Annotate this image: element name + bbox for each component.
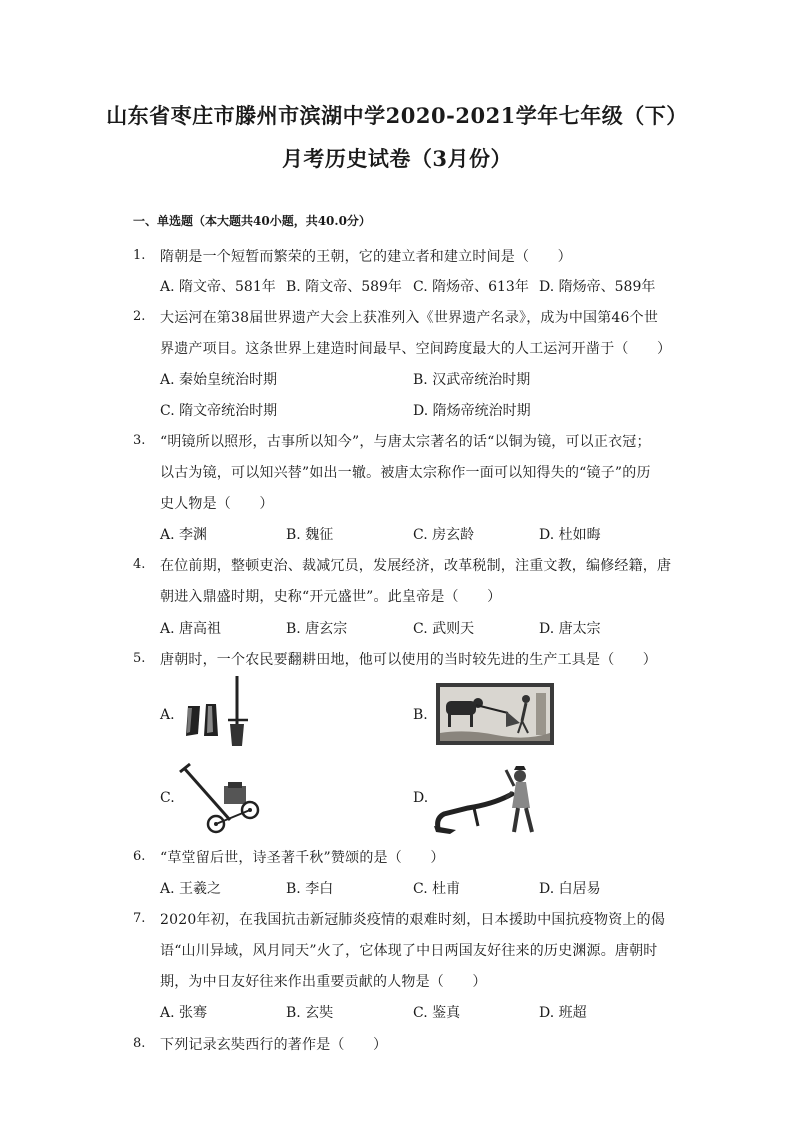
question-5-option-d: D. [413, 790, 429, 806]
question-6-option-a: A. 王羲之 [160, 881, 222, 897]
curved-plough-image [434, 764, 546, 836]
question-1-number: 1. [133, 248, 146, 263]
exam-title-line2: 月考历史试卷（3月份） [281, 146, 513, 171]
question-2-stem-line1: 大运河在第38届世界遗产大会上获准列入《世界遗产名录》，成为中国第46个世 [160, 310, 659, 326]
question-3-option-c: C. 房玄龄 [413, 527, 475, 543]
question-4-option-c: C. 武则天 [413, 621, 475, 637]
question-4-number: 4. [133, 557, 146, 572]
question-7-option-c: C. 鉴真 [413, 1005, 461, 1021]
question-5-option-a: A. [160, 707, 175, 723]
question-2-option-b: B. 汉武帝统治时期 [413, 372, 531, 388]
question-1-option-c: C. 隋炀帝、613年 [413, 279, 529, 295]
question-7-stem-line3: 期，为中日友好往来作出重要贡献的人物是（ ） [160, 974, 487, 990]
question-2-option-c: C. 隋文帝统治时期 [160, 403, 278, 419]
question-3-option-a: A. 李渊 [160, 527, 208, 543]
question-2-option-d: D. 隋炀帝统治时期 [413, 403, 531, 419]
question-6-option-c: C. 杜甫 [413, 881, 461, 897]
question-1-option-b: B. 隋文帝、589年 [286, 279, 402, 295]
question-2-number: 2. [133, 309, 146, 324]
question-4-option-a: A. 唐高祖 [160, 621, 222, 637]
question-7-stem-line2: 语“山川异域，风月同天”火了，它体现了中日两国友好往来的历史渊源。唐朝时 [160, 943, 658, 959]
question-1-stem: 隋朝是一个短暂而繁荣的王朝，它的建立者和建立时间是（ ） [160, 249, 572, 265]
question-4-option-d: D. 唐太宗 [539, 621, 601, 637]
seed-drill-image [180, 764, 262, 834]
question-3-stem-line2: 以古为镜，可以知兴替”如出一辙。被唐太宗称作一面可以知得失的“镜子”的历 [160, 465, 651, 481]
question-6-option-d: D. 白居易 [539, 881, 601, 897]
question-7-option-b: B. 玄奘 [286, 1005, 334, 1021]
question-3-option-d: D. 杜如晦 [539, 527, 601, 543]
question-7-stem-line1: 2020年初，在我国抗击新冠肺炎疫情的艰难时刻，日本援助中国抗疫物资上的偈 [160, 912, 666, 928]
question-3-stem-line1: “明镜所以照形，古事所以知今”，与唐太宗著名的话“以铜为镜，可以正衣冠； [160, 434, 651, 450]
question-5-stem: 唐朝时，一个农民要翻耕田地，他可以使用的当时较先进的生产工具是（ ） [160, 652, 657, 668]
question-5-option-c: C. [160, 790, 175, 806]
question-1-option-a: A. 隋文帝、581年 [160, 279, 276, 295]
question-1-option-d: D. 隋炀帝、589年 [539, 279, 656, 295]
tools-image [180, 676, 252, 748]
ox-plough-mural-image [436, 683, 554, 745]
question-3-option-b: B. 魏征 [286, 527, 334, 543]
question-8-stem: 下列记录玄奘西行的著作是（ ） [160, 1037, 388, 1053]
question-7-number: 7. [133, 911, 146, 926]
question-2-option-a: A. 秦始皇统治时期 [160, 372, 278, 388]
exam-title-line1: 山东省枣庄市滕州市滨湖中学2020-2021学年七年级（下） [106, 103, 688, 128]
question-6-stem: “草堂留后世，诗圣著千秋”赞颂的是（ ） [160, 850, 445, 866]
question-8-number: 8. [133, 1036, 146, 1051]
question-4-option-b: B. 唐玄宗 [286, 621, 348, 637]
question-4-stem-line2: 朝进入鼎盛时期，史称“开元盛世”。此皇帝是（ ） [160, 589, 502, 605]
question-5-number: 5. [133, 651, 146, 666]
question-2-stem-line2: 界遗产项目。这条世界上建造时间最早、空间跨度最大的人工运河开凿于（ ） [160, 341, 672, 357]
question-4-stem-line1: 在位前期，整顿吏治、裁减冗员，发展经济，改革税制，注重文教，编修经籍，唐 [160, 558, 672, 574]
section-heading: 一、单选题（本大题共40小题，共40.0分） [133, 214, 371, 228]
question-6-number: 6. [133, 849, 146, 864]
question-3-stem-line3: 史人物是（ ） [160, 496, 274, 512]
question-5-option-b: B. [413, 707, 428, 723]
question-7-option-d: D. 班超 [539, 1005, 587, 1021]
question-7-option-a: A. 张骞 [160, 1005, 208, 1021]
question-6-option-b: B. 李白 [286, 881, 334, 897]
question-3-number: 3. [133, 433, 146, 448]
